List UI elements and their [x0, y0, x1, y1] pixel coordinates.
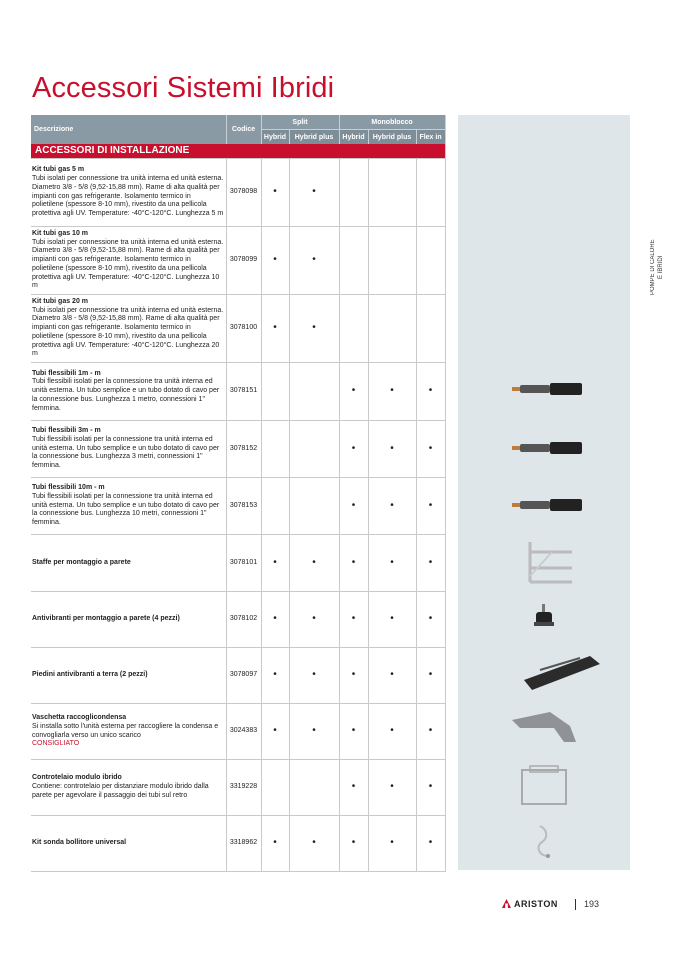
compat-mark: •	[289, 704, 339, 760]
compat-mark: •	[339, 816, 368, 872]
table-row	[31, 704, 445, 760]
compat-mark	[416, 159, 445, 227]
product-text: Tubi flessibili isolati per la connessione tra unità interna ed unità esterna. Un tubo semplice e un tubo dotato di cavo per la connessione bus. Lunghezza 10 metri, connessioni 1" femmina.	[32, 492, 220, 527]
cell-description	[31, 363, 226, 421]
cell-description	[31, 478, 226, 535]
product-name: Vaschetta raccoglicondensa	[32, 714, 127, 722]
cell-description	[31, 295, 226, 363]
product-text: Tubi flessibili isolati per la connessione tra unità interna ed unità esterna. Un tubo semplice e un tubo dotato di cavo per la connessione bus. Lunghezza 3 metri, connessioni 1" femmina.	[32, 435, 220, 470]
header-monoblocco: Monoblocco	[339, 115, 445, 130]
compat-mark	[289, 421, 339, 478]
product-text: Contiene: controtelaio per distanziare modulo ibrido dalla parete per agevolare il passaggio dei tubi sul retro	[32, 783, 209, 799]
product-name: Antivibranti per montaggio a parete (4 pezzi)	[32, 615, 180, 623]
table-row	[31, 648, 445, 704]
compat-mark: •	[289, 227, 339, 295]
compat-mark: •	[261, 704, 289, 760]
cell-description	[31, 159, 226, 227]
table-row	[31, 227, 445, 295]
compat-mark	[416, 227, 445, 295]
compat-mark: •	[339, 535, 368, 592]
header-col-hybrid-mono: Hybrid	[339, 130, 368, 145]
compat-mark: •	[416, 363, 445, 421]
side-tab	[649, 237, 671, 297]
table-row	[31, 478, 445, 535]
cell-description	[31, 704, 226, 760]
cell-description	[31, 648, 226, 704]
compat-mark: •	[368, 648, 416, 704]
table-row	[31, 295, 445, 363]
compat-mark	[289, 760, 339, 816]
compat-mark: •	[416, 704, 445, 760]
hybrid-frame-image	[516, 764, 574, 808]
compat-mark	[368, 159, 416, 227]
compat-mark	[368, 227, 416, 295]
compat-mark	[416, 295, 445, 363]
product-name: Tubi flessibili 10m - m	[32, 484, 105, 492]
footer-divider	[575, 899, 576, 910]
section-heading: ACCESSORI DI INSTALLAZIONE	[31, 144, 445, 159]
accessories-table	[31, 115, 446, 872]
cell-description	[31, 227, 226, 295]
floor-feet-image	[520, 650, 604, 694]
compat-mark: •	[416, 535, 445, 592]
header-codice: Codice	[226, 115, 261, 144]
compat-mark: •	[261, 592, 289, 648]
compat-mark: •	[416, 592, 445, 648]
side-tab-label: POMPE DI CALORE E IBRIDI	[650, 239, 664, 295]
cell-description	[31, 816, 226, 872]
compat-mark: •	[261, 159, 289, 227]
product-name: Kit sonda bollitore universal	[32, 839, 127, 847]
cell-code: 3078098	[226, 159, 261, 227]
compat-mark	[289, 363, 339, 421]
table-row	[31, 363, 445, 421]
compat-mark: •	[339, 421, 368, 478]
product-name: Piedini antivibranti a terra (2 pezzi)	[32, 671, 148, 679]
header-split: Split	[261, 115, 339, 130]
product-text: Tubi isolati per connessione tra unità interna ed unità esterna. Diametro 3/8 - 5/8 (9,52-15,88 mm). Rame di alta qualità per impianti con gas refrigerante. Isolamento termico in polietilene (spessore 8-10 mm), rivestito da una pellicola protettiva agli UV. Temperature: -40°C-120°C. Lunghezza 20 m	[32, 306, 224, 358]
compat-mark	[339, 227, 368, 295]
compat-mark	[261, 760, 289, 816]
compat-mark: •	[339, 592, 368, 648]
product-name: Tubi flessibili 3m - m	[32, 427, 101, 435]
cell-code: 3024383	[226, 704, 261, 760]
compat-mark: •	[368, 816, 416, 872]
product-name: Tubi flessibili 1m - m	[32, 369, 101, 377]
cell-description	[31, 535, 226, 592]
cell-code: 3319228	[226, 760, 261, 816]
cell-code: 3078153	[226, 478, 261, 535]
compat-mark: •	[416, 421, 445, 478]
compat-mark: •	[289, 592, 339, 648]
compat-mark: •	[416, 648, 445, 704]
compat-mark: •	[289, 159, 339, 227]
cell-description	[31, 592, 226, 648]
compat-mark	[339, 295, 368, 363]
header-col-hybrid-plus-mono: Hybrid plus	[368, 130, 416, 145]
product-name: Kit tubi gas 5 m	[32, 166, 85, 174]
page-number: 193	[584, 899, 600, 909]
brand-name: ARISTON	[514, 899, 558, 909]
compat-mark: •	[289, 295, 339, 363]
table-row	[31, 816, 445, 872]
cell-code: 3078102	[226, 592, 261, 648]
compat-mark: •	[261, 295, 289, 363]
cell-code: 3078101	[226, 535, 261, 592]
compat-mark: •	[289, 816, 339, 872]
compat-mark: •	[261, 535, 289, 592]
flexible-hose-3m-image	[508, 437, 588, 459]
compat-mark: •	[368, 704, 416, 760]
compat-mark	[261, 363, 289, 421]
condensate-tray-image	[510, 708, 580, 746]
cell-code: 3078152	[226, 421, 261, 478]
product-images-panel	[458, 115, 630, 870]
flexible-hose-1m-image	[508, 378, 588, 400]
cell-code: 3078151	[226, 363, 261, 421]
compat-mark	[261, 478, 289, 535]
product-name: Staffe per montaggio a parete	[32, 558, 131, 566]
compat-mark	[368, 295, 416, 363]
compat-mark: •	[339, 704, 368, 760]
compat-mark	[261, 421, 289, 478]
product-text: Tubi isolati per connessione tra unità interna ed unità esterna. Diametro 3/8 - 5/8 (9,52-15,88 mm). Rame di alta qualità per impianti con gas refrigerante. Isolamento termico in polietilene (spessore 8-10 mm), rivestito da una pellicola protettiva agli UV. Temperature: -40°C-120°C. Lunghezza 5 m	[32, 175, 224, 217]
compat-mark: •	[261, 648, 289, 704]
compat-mark: •	[416, 478, 445, 535]
cell-description	[31, 421, 226, 478]
table-row	[31, 592, 445, 648]
header-descrizione: Descrizione	[31, 115, 226, 144]
sensor-cable-image	[534, 824, 554, 860]
product-text: Si installa sotto l'unità esterna per raccogliere la condensa e convogliarla verso un unico scarico	[32, 722, 219, 739]
compat-mark: •	[368, 760, 416, 816]
table-row	[31, 421, 445, 478]
table-row	[31, 159, 445, 227]
product-name: Controtelaio modulo ibrido	[32, 774, 122, 782]
product-name: Kit tubi gas 20 m	[32, 298, 89, 306]
cell-code: 3078100	[226, 295, 261, 363]
compat-mark: •	[289, 648, 339, 704]
wall-bracket-image	[522, 538, 578, 588]
cell-code: 3318962	[226, 816, 261, 872]
product-name: Kit tubi gas 10 m	[32, 230, 89, 238]
brand-logo	[502, 899, 558, 909]
compat-mark	[289, 478, 339, 535]
page-title: Accessori Sistemi Ibridi	[32, 72, 335, 104]
compat-mark: •	[339, 478, 368, 535]
compat-mark: •	[339, 363, 368, 421]
compat-mark: •	[368, 478, 416, 535]
table-row	[31, 535, 445, 592]
compat-mark: •	[261, 816, 289, 872]
header-col-flex-in: Flex in	[416, 130, 445, 145]
compat-mark: •	[416, 816, 445, 872]
ariston-logo-icon	[502, 899, 511, 908]
compat-mark: •	[289, 535, 339, 592]
compat-mark: •	[339, 760, 368, 816]
table-row	[31, 760, 445, 816]
product-text: Tubi isolati per connessione tra unità interna ed unità esterna. Diametro 3/8 - 5/8 (9,52-15,88 mm). Rame di alta qualità per impianti con gas refrigerante. Isolamento termico in polietilene (spessore 8-10 mm), rivestito da una pellicola protettiva agli UV. Temperature: -40°C-120°C. Lunghezza 10 m	[32, 238, 224, 290]
flexible-hose-10m-image	[508, 494, 588, 516]
cell-code: 3078097	[226, 648, 261, 704]
cell-code: 3078099	[226, 227, 261, 295]
compat-mark: •	[261, 227, 289, 295]
header-col-hybrid-split: Hybrid	[261, 130, 289, 145]
product-text: Tubi flessibili isolati per la connessione tra unità interna ed unità esterna. Un tubo semplice e un tubo dotato di cavo per la connessione bus. Lunghezza 1 metro, connessioni 1" femmina.	[32, 378, 220, 412]
compat-mark: •	[368, 363, 416, 421]
header-col-hybrid-plus-split: Hybrid plus	[289, 130, 339, 145]
compat-mark: •	[368, 421, 416, 478]
compat-mark	[339, 159, 368, 227]
compat-mark: •	[416, 760, 445, 816]
cell-description	[31, 760, 226, 816]
compat-mark: •	[368, 535, 416, 592]
compat-mark: •	[368, 592, 416, 648]
compat-mark: •	[339, 648, 368, 704]
antivibration-mount-image	[532, 604, 556, 630]
product-note: CONSIGLIATO	[32, 740, 80, 748]
